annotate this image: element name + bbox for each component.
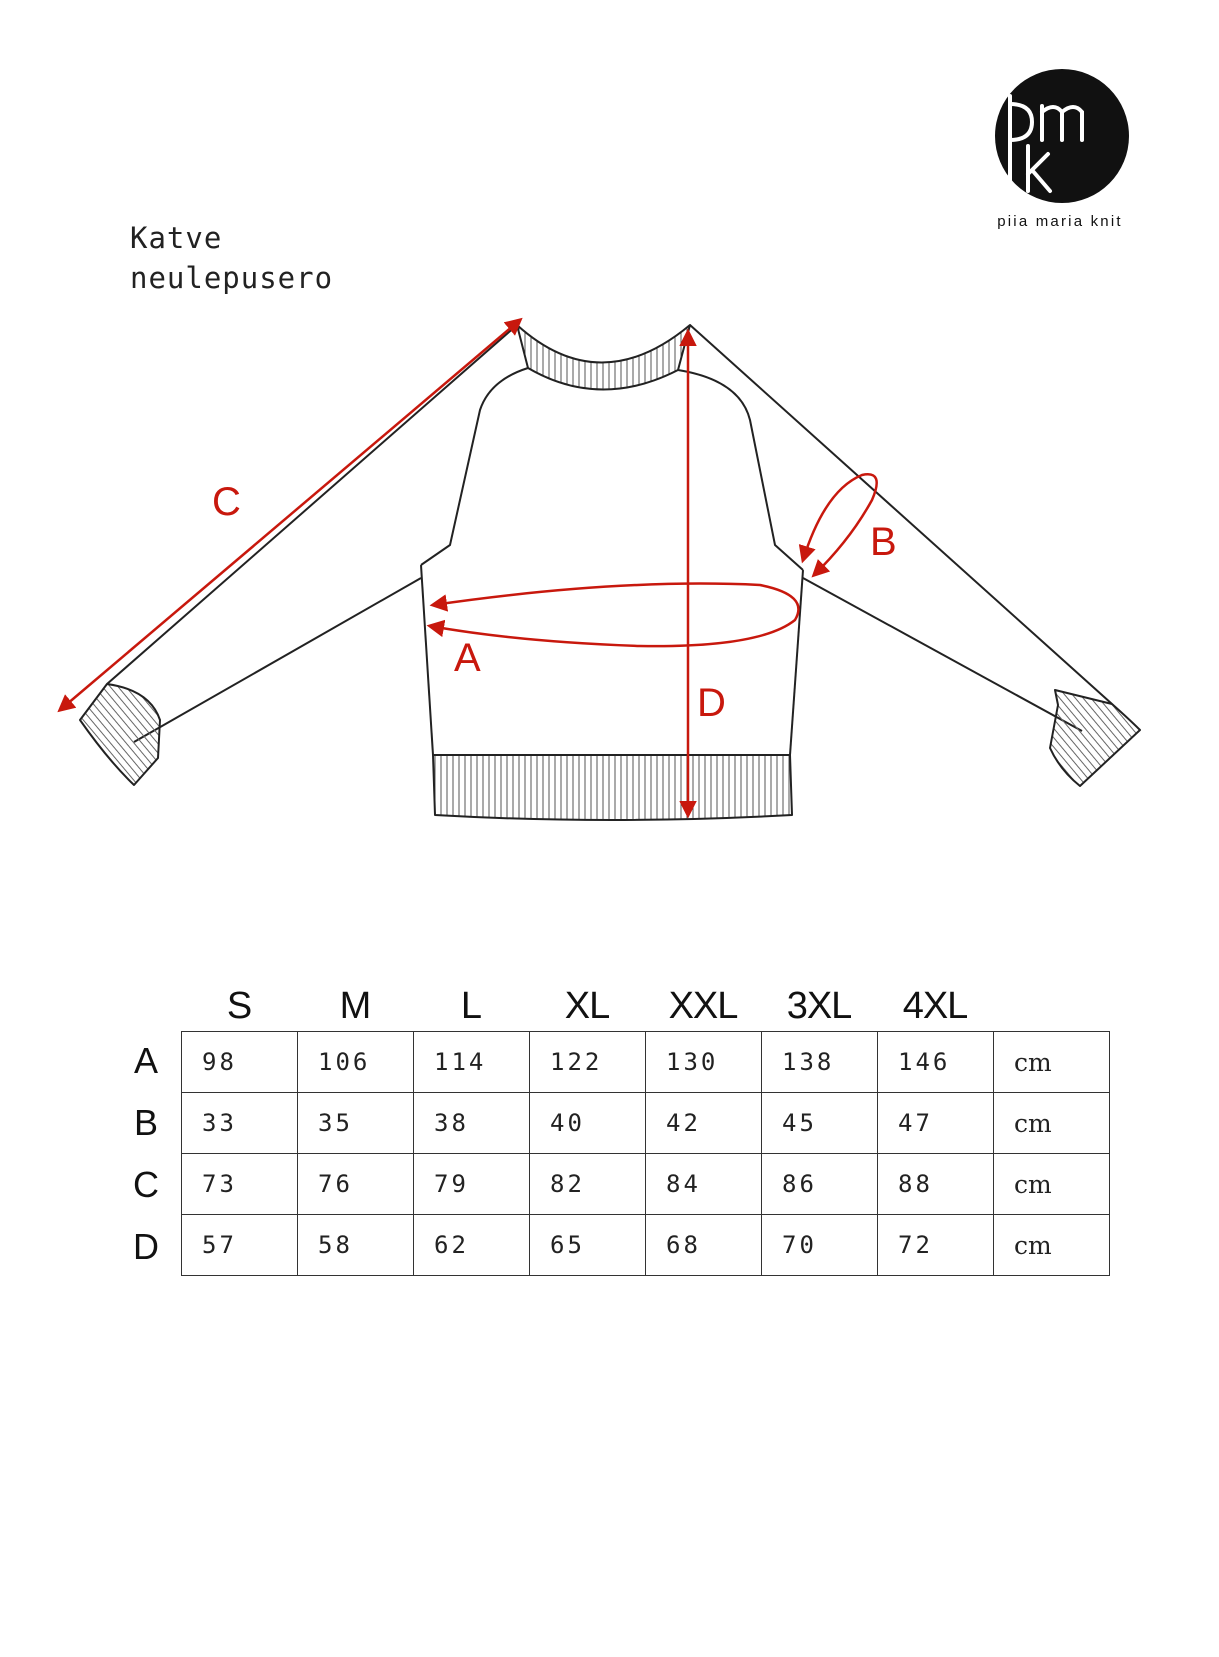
size-header-s: S [226, 985, 252, 1027]
table-cell: 86 [762, 1154, 878, 1215]
left-cuff [80, 684, 160, 785]
neckband [517, 325, 690, 390]
table-cell: 62 [414, 1215, 530, 1276]
label-a: A [454, 636, 481, 680]
label-b: B [870, 520, 897, 564]
table-cell: 45 [762, 1093, 878, 1154]
size-header-xl: XL [564, 985, 610, 1027]
table-cell: 57 [182, 1215, 298, 1276]
row-label-c: C [133, 1164, 159, 1205]
measure-a [430, 584, 798, 647]
measure-b [803, 474, 877, 575]
table-cell: 73 [182, 1154, 298, 1215]
brand-name: piia maria knit [997, 213, 1123, 230]
table-cell: 70 [762, 1215, 878, 1276]
row-label-b: B [133, 1102, 158, 1143]
table-cell: 42 [646, 1093, 762, 1154]
table-row [182, 1154, 1110, 1215]
table-row [182, 1215, 1110, 1276]
unit-cell: cm [994, 1215, 1110, 1276]
table-cell: 122 [530, 1032, 646, 1093]
row-label-d: D [133, 1226, 159, 1267]
table-cell: 47 [878, 1093, 994, 1154]
row-label-a: A [133, 1040, 158, 1081]
table-row [182, 1093, 1110, 1154]
size-header-m: M [339, 985, 371, 1027]
table-cell: 72 [878, 1215, 994, 1276]
table-cell: 38 [414, 1093, 530, 1154]
size-header-l: L [460, 985, 482, 1027]
table-cell: 58 [298, 1215, 414, 1276]
table-cell: 65 [530, 1215, 646, 1276]
table-cell: 40 [530, 1093, 646, 1154]
table-cell: 138 [762, 1032, 878, 1093]
table-cell: 114 [414, 1032, 530, 1093]
size-header-3xl: 3XL [786, 985, 852, 1027]
table-cell: 98 [182, 1032, 298, 1093]
unit-cell: cm [994, 1154, 1110, 1215]
table-cell: 35 [298, 1093, 414, 1154]
table-cell: 79 [414, 1154, 530, 1215]
sweater-outline [80, 325, 1140, 820]
measure-c [60, 320, 520, 710]
table-cell: 68 [646, 1215, 762, 1276]
table-cell: 106 [298, 1032, 414, 1093]
table-cell: 33 [182, 1093, 298, 1154]
title-line-1: Katve [130, 221, 223, 255]
table-cell: 76 [298, 1154, 414, 1215]
table-cell: 84 [646, 1154, 762, 1215]
hem-ribbing [433, 755, 792, 820]
label-c: C [212, 480, 241, 524]
title-line-2: neulepusero [130, 261, 334, 295]
table-row [182, 1032, 1110, 1093]
size-header-4xl: 4XL [902, 985, 968, 1027]
unit-cell: cm [994, 1032, 1110, 1093]
table-cell: 130 [646, 1032, 762, 1093]
table-cell: 146 [878, 1032, 994, 1093]
right-cuff [1050, 690, 1140, 786]
table-cell: 88 [878, 1154, 994, 1215]
size-table [181, 1031, 1110, 1276]
table-cell: 82 [530, 1154, 646, 1215]
size-header-xxl: XXL [668, 985, 738, 1027]
unit-cell: cm [994, 1093, 1110, 1154]
label-d: D [697, 681, 726, 725]
